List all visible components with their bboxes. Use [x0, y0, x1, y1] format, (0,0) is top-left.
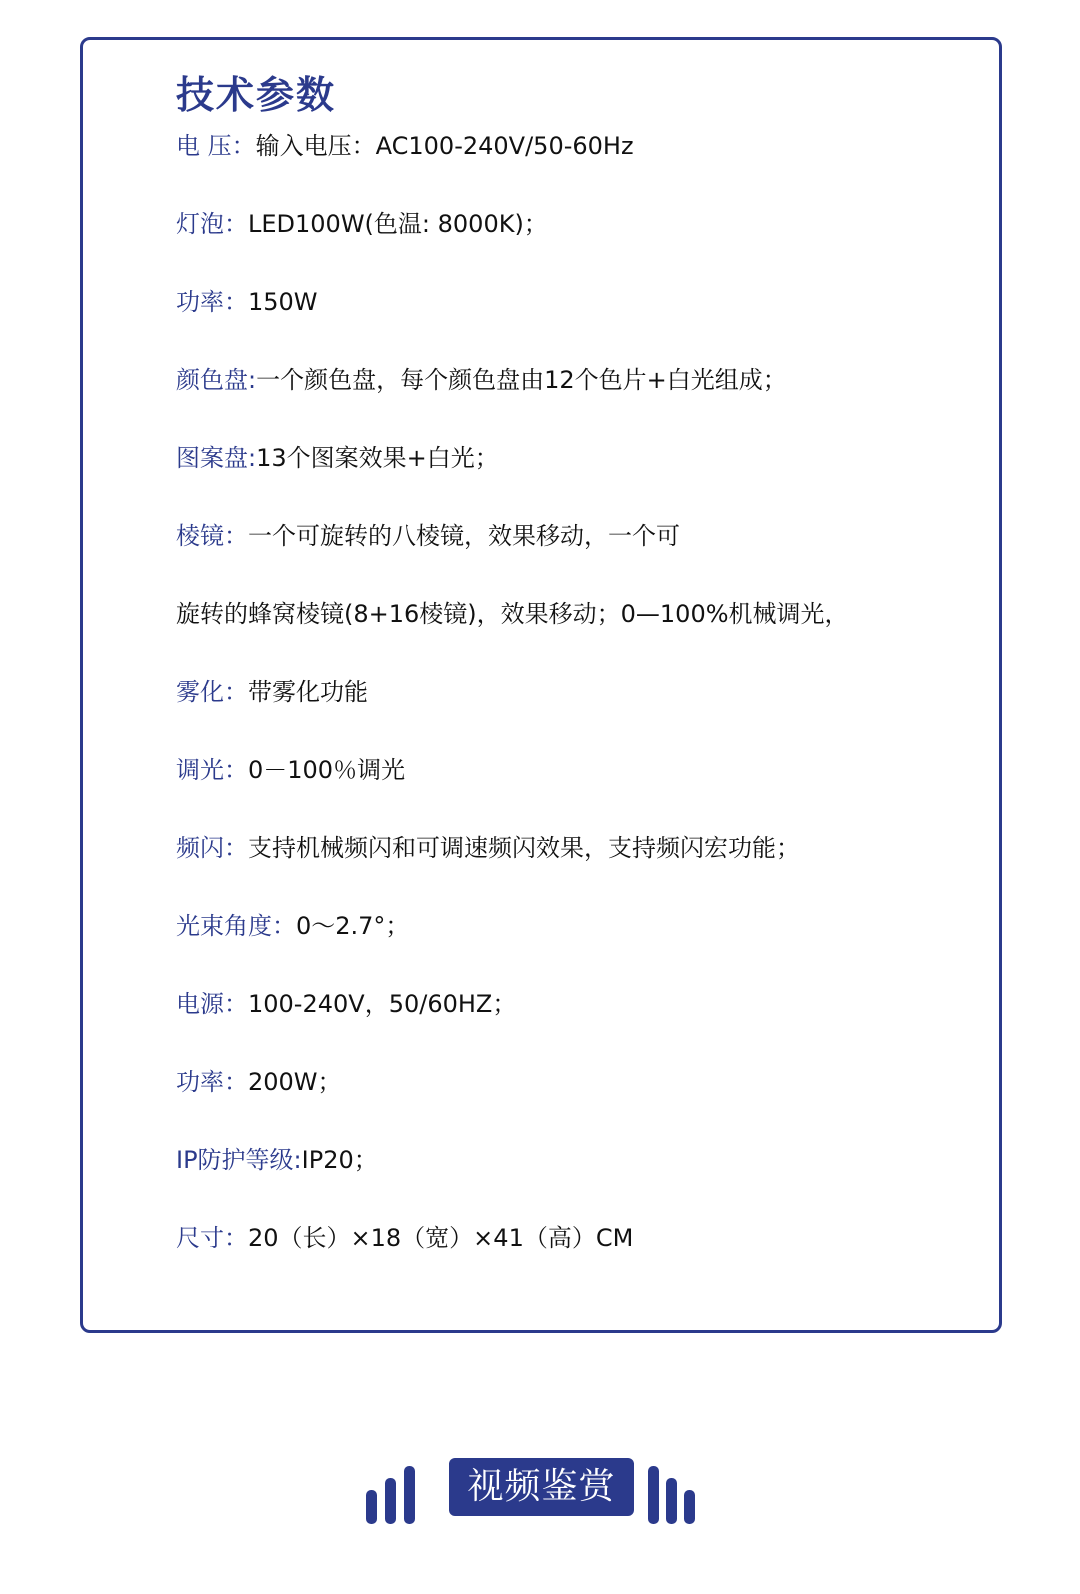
video-appreciation-button[interactable]: 视频鉴赏: [449, 1458, 634, 1516]
spec-line-dimensions: [176, 1222, 633, 1254]
spec-value: 0～2.7°；: [296, 912, 410, 940]
page-title: 技术参数: [176, 73, 337, 117]
spec-value: 150W: [248, 288, 318, 316]
spec-label: 颜色盘:: [176, 366, 257, 394]
spec-value: 200W；: [248, 1068, 342, 1096]
spec-label: 图案盘:: [176, 444, 257, 472]
spec-line-dimming: [176, 754, 405, 786]
bars-right-icon: [684, 1490, 695, 1524]
spec-line-frost: [176, 676, 368, 708]
spec-label: 电 压：: [176, 132, 256, 160]
spec-line-prism: [176, 520, 680, 552]
spec-value: 支持机械频闪和可调速频闪效果，支持频闪宏功能；: [248, 834, 800, 862]
spec-label: 光束角度：: [176, 912, 296, 940]
bars-left-icon: [385, 1478, 396, 1524]
spec-line-color-wheel: [176, 364, 787, 396]
spec-value: 0－100％调光: [248, 756, 406, 784]
spec-line-power-supply: [176, 988, 516, 1020]
spec-value: 带雾化功能: [248, 678, 368, 706]
spec-value: 旋转的蜂窝棱镜(8+16棱镜)，效果移动；0—100%机械调光，: [176, 600, 849, 628]
spec-value: 13个图案效果+白光；: [256, 444, 499, 472]
spec-line-bulb: [176, 208, 548, 240]
spec-line-prism-continued: [176, 598, 849, 630]
bars-left-icon: [404, 1466, 415, 1524]
spec-label: 尺寸：: [176, 1224, 248, 1252]
spec-label: IP防护等级:: [176, 1146, 302, 1174]
spec-label: 灯泡：: [176, 210, 248, 238]
spec-value: 输入电压：AC100-240V/50-60Hz: [255, 132, 634, 160]
spec-value: IP20；: [301, 1146, 378, 1174]
spec-value: LED100W(色温: 8000K)；: [248, 210, 548, 238]
video-section: [0, 1458, 1080, 1524]
spec-label: 电源：: [176, 990, 248, 1018]
bars-left-icon: [366, 1490, 377, 1524]
spec-label: 频闪：: [176, 834, 248, 862]
spec-label: 调光：: [176, 756, 248, 784]
spec-value: 一个颜色盘，每个颜色盘由12个色片+白光组成；: [256, 366, 787, 394]
spec-line-voltage: [176, 130, 634, 162]
spec-line-ip-rating: [176, 1144, 378, 1176]
spec-label: 功率：: [176, 288, 248, 316]
spec-value: 一个可旋转的八棱镜，效果移动，一个可: [248, 522, 680, 550]
spec-label: 雾化：: [176, 678, 248, 706]
spec-label: 棱镜：: [176, 522, 248, 550]
spec-line-beam-angle: [176, 910, 409, 942]
spec-label: 功率：: [176, 1068, 248, 1096]
bars-right-icon: [648, 1466, 659, 1524]
spec-line-gobo-wheel: [176, 442, 499, 474]
spec-line-power-consumption: [176, 1066, 342, 1098]
spec-line-strobe: [176, 832, 800, 864]
spec-value: 100-240V，50/60HZ；: [248, 990, 517, 1018]
spec-value: 20（长）×18（宽）×41（高）CM: [248, 1224, 634, 1252]
bars-right-icon: [666, 1478, 677, 1524]
spec-line-power: [176, 286, 318, 318]
